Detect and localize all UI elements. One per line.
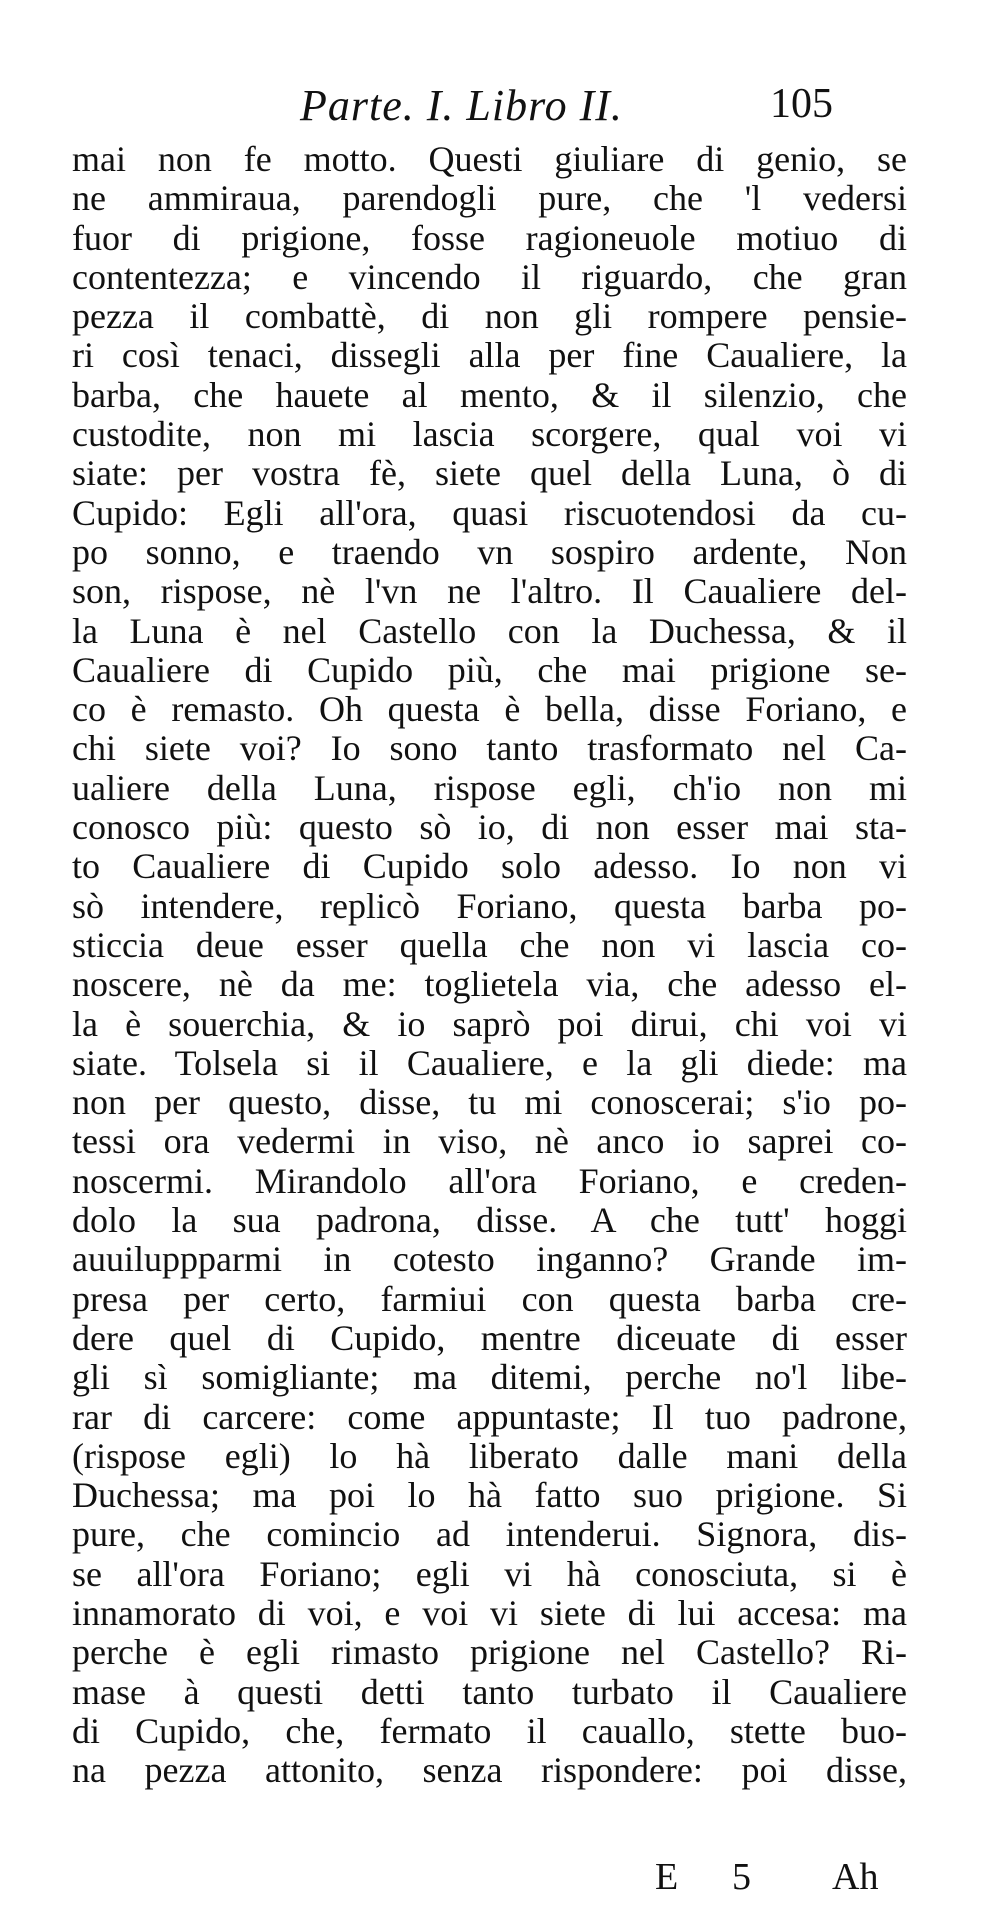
text-line: Cupido: Egli all'ora, quasi riscuotendosi da cu- xyxy=(72,492,907,533)
running-head xyxy=(0,80,1000,140)
text-line: noscermi. Mirandolo all'ora Foriano, e creden- xyxy=(72,1160,907,1201)
text-line: ri così tenaci, dissegli alla per fine Caualiere, la xyxy=(72,335,907,376)
text-line: fuor di prigione, fosse ragioneuole motiuo di xyxy=(72,217,907,258)
text-line: gli sì somigliante; ma ditemi, perche no'l libe- xyxy=(72,1357,907,1398)
text-line: mase à questi detti tanto turbato il Caualiere xyxy=(72,1671,907,1712)
text-line: rar di carcere: come appuntaste; Il tuo padrone, xyxy=(72,1396,907,1437)
text-line: auuiluppparmi in cotesto inganno? Grande im- xyxy=(72,1239,907,1280)
text-line: po sonno, e traendo vn sospiro ardente, Non xyxy=(72,531,907,572)
text-line: contentezza; e vincendo il riguardo, che gran xyxy=(72,256,907,297)
text-line: ualiere della Luna, rispose egli, ch'io non mi xyxy=(72,767,907,808)
text-line: ne ammiraua, parendogli pure, che 'l vedersi xyxy=(72,178,907,219)
page-number: 105 xyxy=(770,81,833,127)
text-line: to Caualiere di Cupido solo adesso. Io non vi xyxy=(72,846,907,887)
text-line: Caualiere di Cupido più, che mai prigione se- xyxy=(72,649,907,690)
text-line: tessi ora vedermi in viso, nè anco io saprei co- xyxy=(72,1121,907,1162)
text-line: innamorato di voi, e voi vi siete di lui accesa: ma xyxy=(72,1592,907,1633)
text-line: sticcia deue esser quella che non vi lascia co- xyxy=(72,924,907,965)
text-line: pure, che comincio ad intenderui. Signora, dis- xyxy=(72,1514,907,1555)
text-line: mai non fe motto. Questi giuliare di genio, se xyxy=(72,139,907,179)
running-title: Parte. I. Libro II. xyxy=(300,81,623,130)
text-line: se all'ora Foriano; egli vi hà conosciuta, si è xyxy=(72,1553,907,1594)
text-line: (rispose egli) lo hà liberato dalle mani della xyxy=(72,1435,907,1476)
signature-letter: E xyxy=(655,1856,679,1898)
text-line: na pezza attonito, senza rispondere: poi disse, xyxy=(72,1750,907,1791)
catchword: Ah xyxy=(832,1856,879,1898)
text-line: di Cupido, che, fermato il cauallo, stette buo- xyxy=(72,1710,907,1751)
text-line: non per questo, disse, tu mi conoscerai; s'io po- xyxy=(72,1082,907,1123)
signature-number: 5 xyxy=(732,1856,751,1898)
text-line: sò intendere, replicò Foriano, questa barba po- xyxy=(72,885,907,926)
footer-signature-line xyxy=(0,1855,1000,1899)
body-text xyxy=(72,140,907,1790)
text-line: la è souerchia, & io saprò poi dirui, chi voi vi xyxy=(72,1003,907,1044)
text-line: presa per certo, farmiui con questa barba cre- xyxy=(72,1278,907,1319)
text-line: co è remasto. Oh questa è bella, disse Foriano, e xyxy=(72,689,907,730)
text-line: noscere, nè da me: toglietela via, che adesso el- xyxy=(72,964,907,1005)
text-line: perche è egli rimasto prigione nel Castello? Ri- xyxy=(72,1632,907,1673)
text-line: siate: per vostra fè, siete quel della Luna, ò di xyxy=(72,453,907,494)
text-line: conosco più: questo sò io, di non esser mai sta- xyxy=(72,807,907,848)
text-line: dere quel di Cupido, mentre diceuate di esser xyxy=(72,1317,907,1358)
text-line: barba, che hauete al mento, & il silenzio, che xyxy=(72,374,907,415)
text-line: la Luna è nel Castello con la Duchessa, & il xyxy=(72,610,907,651)
text-line: Duchessa; ma poi lo hà fatto suo prigione. Si xyxy=(72,1475,907,1516)
text-line: dolo la sua padrona, disse. A che tutt' hoggi xyxy=(72,1200,907,1241)
text-line: pezza il combattè, di non gli rompere pensie- xyxy=(72,296,907,337)
text-line: chi siete voi? Io sono tanto trasformato nel Ca- xyxy=(72,728,907,769)
text-line: siate. Tolsela si il Caualiere, e la gli diede: ma xyxy=(72,1042,907,1083)
text-line: son, rispose, nè l'vn ne l'altro. Il Caualiere del- xyxy=(72,571,907,612)
text-line: custodite, non mi lascia scorgere, qual voi vi xyxy=(72,414,907,455)
